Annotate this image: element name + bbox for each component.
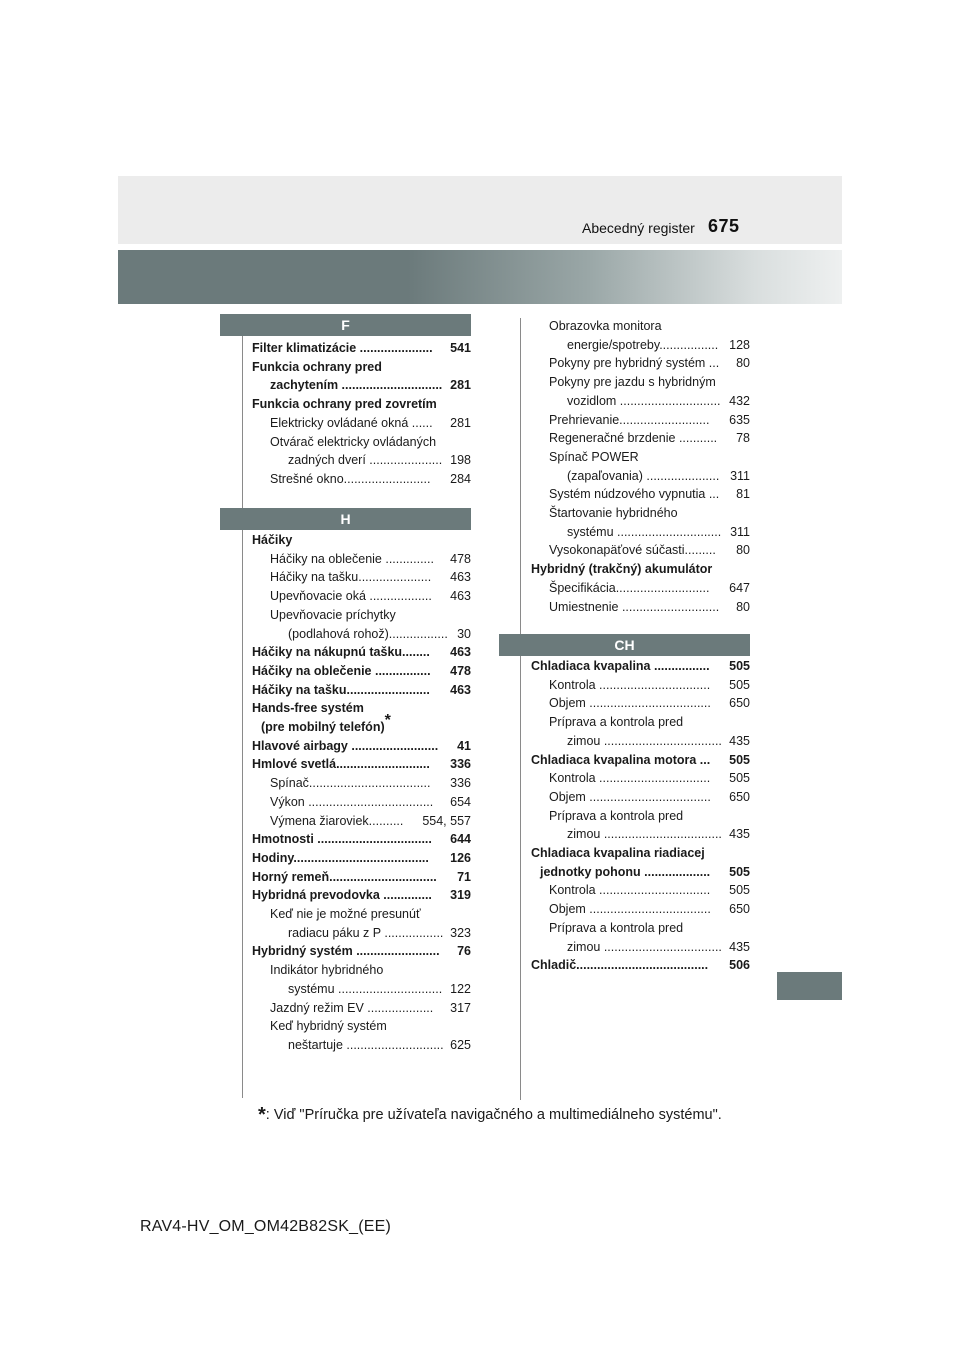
- index-entry: [252, 358, 471, 377]
- index-entry-page: 81: [736, 487, 750, 502]
- index-entry-page: 80: [736, 543, 750, 558]
- index-entry-text: zachytením .............................: [270, 378, 443, 393]
- index-entry: [531, 676, 750, 695]
- index-entry: [252, 774, 471, 793]
- footnote-text: : Viď "Príručka pre užívateľa navigačného a multimediálneho systému".: [265, 1107, 722, 1123]
- index-entry: [252, 643, 471, 662]
- index-entry-text: Keď hybridný systém: [270, 1019, 387, 1034]
- index-entry-page: 505: [729, 864, 750, 879]
- index-entry-page: 30: [457, 626, 471, 641]
- index-entry-page: 478: [450, 663, 471, 678]
- index-entry-text: Pokyny pre jazdu s hybridným: [549, 375, 716, 390]
- index-entry-text: Výmena žiaroviek..........: [270, 813, 404, 828]
- index-entry-page: 463: [450, 570, 471, 585]
- index-entry: [531, 448, 750, 467]
- index-entry-page: 122: [450, 981, 471, 996]
- index-entry-text: Hlavové airbagy .........................: [252, 738, 439, 753]
- index-entry: [531, 485, 750, 504]
- index-entry-page: 435: [729, 827, 750, 842]
- index-entry-text: Keď nie je možné presunúť: [270, 907, 421, 922]
- index-entry-text: Upevňovacie oká ..................: [270, 589, 432, 604]
- section-title: Abecedný register: [582, 220, 695, 236]
- index-entry-text: neštartuje ............................: [288, 1037, 444, 1052]
- index-entry-text: Príprava a kontrola pred: [549, 920, 684, 935]
- index-entry: [252, 376, 471, 395]
- index-entry: [252, 531, 471, 550]
- index-entry: [531, 467, 750, 486]
- index-entry-text: Umiestnenie ............................: [549, 599, 720, 614]
- index-entry-page: 647: [729, 580, 750, 595]
- index-entry: [531, 938, 750, 957]
- index-entry-page: 463: [450, 589, 471, 604]
- index-entry: [252, 793, 471, 812]
- index-entry: [531, 900, 750, 919]
- index-entry: [252, 550, 471, 569]
- index-entry: [252, 924, 471, 943]
- index-entry-page: 505: [729, 883, 750, 898]
- index-entry-text: Objem ...................................: [549, 789, 711, 804]
- index-entry-text: systému ..............................: [567, 524, 722, 539]
- index-entry: [252, 414, 471, 433]
- index-entry: [531, 956, 750, 975]
- index-entry-page: 506: [729, 958, 750, 973]
- index-entry-text: Hybridný (trakčný) akumulátor: [531, 562, 713, 577]
- index-entry: [531, 523, 750, 542]
- index-entry: [252, 886, 471, 905]
- index-entry: [252, 606, 471, 625]
- index-entry-text: Háčiky na oblečenie ..............: [270, 551, 434, 566]
- index-entry: [252, 625, 471, 644]
- index-list-ch: [531, 657, 750, 975]
- index-entry-text: Chladiaca kvapalina riadiacej: [531, 846, 705, 861]
- index-entry: [531, 429, 750, 448]
- index-entry-text: Kontrola ................................: [549, 771, 711, 786]
- index-entry-text: Háčiky: [252, 533, 293, 547]
- index-entry: [531, 392, 750, 411]
- index-entry-text: Príprava a kontrola pred: [549, 715, 684, 730]
- index-entry-text: Spínač...................................: [270, 776, 431, 791]
- index-entry-text: Hybridná prevodovka ..............: [252, 888, 432, 903]
- index-entry-text: Háčiky na tašku.....................: [270, 570, 432, 585]
- index-entry-page: 463: [450, 645, 471, 660]
- index-entry-page: 650: [729, 902, 750, 917]
- index-entry: [252, 587, 471, 606]
- index-entry: [252, 755, 471, 774]
- index-entry-page: 319: [450, 888, 471, 903]
- index-entry-text: Prehrievanie..........................: [549, 412, 710, 427]
- index-entry: [252, 980, 471, 999]
- index-entry-page: 71: [457, 869, 471, 884]
- index-entry-text: Výkon ....................................: [270, 794, 434, 809]
- index-entry: [531, 560, 750, 579]
- index-entry-page: 78: [736, 431, 750, 446]
- index-entry-text: Objem ...................................: [549, 696, 711, 711]
- index-entry-text: (podlahová rohož).................: [288, 626, 448, 641]
- index-entry: [531, 504, 750, 523]
- index-entry-page: 281: [450, 378, 471, 393]
- index-entry-text: zadných dverí .....................: [288, 453, 443, 468]
- index-entry-text: Systém núdzového vypnutia ...: [549, 487, 720, 502]
- index-entry: [252, 568, 471, 587]
- index-entry-page: 650: [729, 696, 750, 711]
- index-entry-page: 650: [729, 789, 750, 804]
- index-entry-page: 284: [450, 471, 471, 486]
- index-entry-text: Elektricky ovládané okná ......: [270, 415, 433, 430]
- index-entry-page: 644: [450, 832, 471, 847]
- index-entry: [531, 713, 750, 732]
- index-entry: [531, 807, 750, 826]
- index-entry: [252, 737, 471, 756]
- index-entry: [531, 411, 750, 430]
- index-entry-text: Chladič......................................: [531, 958, 709, 973]
- index-entry-text: Háčiky na nákupnú tašku........: [252, 645, 430, 660]
- index-entry-text: Kontrola ................................: [549, 883, 711, 898]
- index-entry: [252, 830, 471, 849]
- index-entry: [252, 849, 471, 868]
- index-entry-text: (pre mobilný telefón): [261, 720, 385, 735]
- index-entry-text: Kontrola ................................: [549, 677, 711, 692]
- index-entry: [252, 699, 471, 718]
- index-entry-page: 76: [457, 944, 471, 959]
- index-entry-page: 554, 557: [422, 813, 471, 828]
- index-entry-text: Objem ...................................: [549, 902, 711, 917]
- index-entry: [531, 881, 750, 900]
- index-entry-text: Hybridný systém ........................: [252, 944, 440, 959]
- index-entry-text: Chladiaca kvapalina motora ...: [531, 752, 711, 767]
- index-entry-text: Hodiny.......................................: [252, 850, 429, 865]
- index-entry-text: Upevňovacie príchytky: [270, 607, 396, 622]
- index-entry-page: 80: [736, 356, 750, 371]
- index-entry-text: Jazdný režim EV ...................: [270, 1000, 434, 1015]
- index-entry-page: 635: [729, 412, 750, 427]
- page-number: 675: [708, 216, 740, 236]
- index-entry-page: 463: [450, 682, 471, 697]
- index-entry: [531, 541, 750, 560]
- index-entry: [252, 712, 471, 737]
- index-entry-page: 432: [729, 393, 750, 408]
- index-entry-text: Obrazovka monitora: [549, 319, 662, 333]
- index-entry: [531, 732, 750, 751]
- index-entry-text: Háčiky na oblečenie ................: [252, 663, 431, 678]
- index-entry: [252, 1036, 471, 1055]
- index-entry-page: 336: [450, 757, 471, 772]
- index-entry-page: 478: [450, 551, 471, 566]
- index-entry-text: Pokyny pre hybridný systém ...: [549, 356, 720, 371]
- index-entry: [252, 942, 471, 961]
- index-entry: [531, 844, 750, 863]
- index-entry: [531, 919, 750, 938]
- index-entry-page: 198: [450, 453, 471, 468]
- index-entry-text: vozidlom .............................: [567, 393, 721, 408]
- index-entry-text: Funkcia ochrany pred zovretím: [252, 397, 437, 412]
- footnote-reference-marker: *: [384, 712, 391, 730]
- section-heading-f: F: [220, 314, 471, 336]
- index-entry: [252, 470, 471, 489]
- index-list-f: [252, 339, 471, 489]
- index-entry-text: Indikátor hybridného: [270, 963, 384, 978]
- index-entry-page: 128: [729, 337, 750, 352]
- index-entry-text: jednotky pohonu ...................: [540, 864, 711, 879]
- index-entry-page: 505: [729, 659, 750, 673]
- index-entry: [531, 751, 750, 770]
- index-entry-page: 505: [729, 677, 750, 692]
- index-entry-text: Filter klimatizácie .....................: [252, 341, 433, 355]
- index-entry-text: radiacu páku z P .................: [288, 925, 444, 940]
- index-entry-text: Funkcia ochrany pred: [252, 359, 382, 374]
- index-entry-page: 505: [729, 752, 750, 767]
- index-entry: [252, 395, 471, 414]
- index-entry-text: Hmotnosti .................................: [252, 832, 432, 847]
- chapter-tab: [777, 972, 842, 1000]
- index-entry: [531, 598, 750, 617]
- index-entry: [252, 662, 471, 681]
- document-code: RAV4-HV_OM_OM42B82SK_(EE): [140, 1218, 392, 1235]
- index-entry-text: Vysokonapäťové súčasti.........: [549, 543, 716, 558]
- index-entry: [252, 433, 471, 452]
- index-list-hybrid-continued: [531, 317, 750, 616]
- index-entry-page: 126: [450, 850, 471, 865]
- footnote: [258, 1102, 722, 1125]
- index-entry-text: Háčiky na tašku........................: [252, 682, 430, 697]
- index-entry: [531, 788, 750, 807]
- index-entry-page: 541: [450, 341, 471, 355]
- header-gradient-bar: [118, 250, 842, 304]
- index-list-h: [252, 531, 471, 1055]
- index-entry: [252, 339, 471, 358]
- index-entry: [531, 769, 750, 788]
- index-entry: [252, 812, 471, 831]
- column-divider-middle: [520, 318, 521, 1100]
- index-entry-page: 323: [450, 925, 471, 940]
- index-entry-page: 311: [730, 524, 750, 539]
- index-entry: [252, 905, 471, 924]
- index-entry-text: zimou ..................................: [567, 733, 722, 748]
- index-entry-text: energie/spotreby.................: [567, 337, 719, 352]
- index-entry: [252, 1017, 471, 1036]
- index-entry: [531, 354, 750, 373]
- index-entry-page: 317: [450, 1000, 471, 1015]
- index-entry: [252, 999, 471, 1018]
- index-entry-text: (zapaľovania) .....................: [567, 468, 720, 483]
- index-entry: [531, 657, 750, 676]
- index-entry-text: systému ..............................: [288, 981, 443, 996]
- index-entry-text: Hmlové svetlá...........................: [252, 757, 430, 772]
- index-entry-text: Chladiaca kvapalina ................: [531, 659, 710, 673]
- index-entry: [531, 373, 750, 392]
- index-entry-text: Otvárač elektricky ovládaných: [270, 434, 437, 449]
- index-entry-text: Hands-free systém: [252, 701, 364, 716]
- index-entry: [531, 336, 750, 355]
- index-entry: [531, 825, 750, 844]
- index-entry-text: Strešné okno.........................: [270, 471, 431, 486]
- index-entry-page: 654: [450, 794, 471, 809]
- index-entry: [531, 579, 750, 598]
- section-heading-h: H: [220, 508, 471, 530]
- index-entry-text: Horný remeň...............................: [252, 869, 437, 884]
- index-entry-text: zimou ..................................: [567, 827, 722, 842]
- index-entry: [252, 451, 471, 470]
- index-entry-page: 336: [450, 776, 471, 791]
- index-entry: [531, 317, 750, 336]
- index-entry: [531, 863, 750, 882]
- index-entry-page: 505: [729, 771, 750, 786]
- index-entry-text: Príprava a kontrola pred: [549, 808, 684, 823]
- index-entry-text: Spínač POWER: [549, 449, 639, 464]
- index-entry: [531, 694, 750, 713]
- index-entry-page: 625: [450, 1037, 471, 1052]
- index-entry: [252, 868, 471, 887]
- index-entry: [252, 961, 471, 980]
- index-entry-text: Špecifikácia...........................: [549, 580, 710, 595]
- index-entry-page: 80: [736, 599, 750, 614]
- index-entry-page: 41: [457, 738, 471, 753]
- footnote-marker: *: [258, 1104, 266, 1126]
- index-entry-page: 281: [450, 415, 471, 430]
- column-divider-left: [242, 336, 243, 1098]
- index-entry-page: 435: [729, 733, 750, 748]
- index-entry-text: zimou ..................................: [567, 939, 722, 954]
- index-entry: [252, 681, 471, 700]
- index-entry-page: 311: [730, 468, 750, 483]
- section-heading-ch: CH: [499, 634, 750, 656]
- index-entry-text: Štartovanie hybridného: [549, 506, 678, 521]
- index-entry-page: 435: [729, 939, 750, 954]
- index-entry-text: Regeneračné brzdenie ...........: [549, 431, 718, 446]
